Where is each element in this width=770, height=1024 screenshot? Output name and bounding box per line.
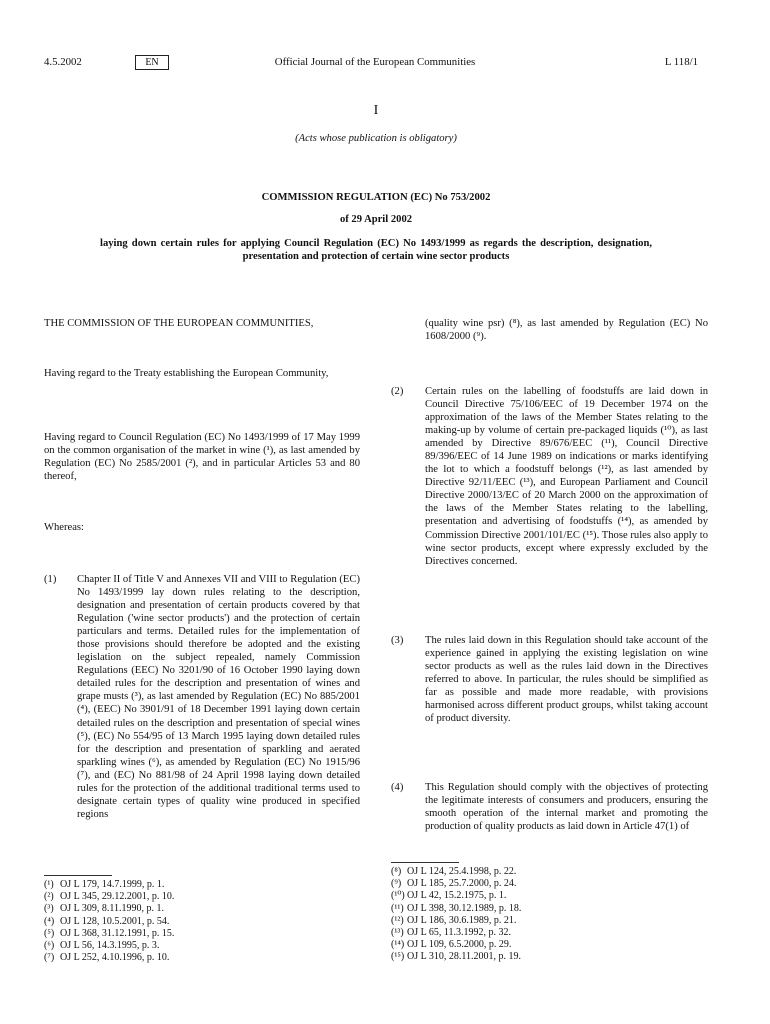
footnote-number: (¹⁴) (391, 939, 405, 951)
footnote-item (44, 928, 174, 940)
recital-1-continuation: (quality wine psr) (⁸), as last amended by Regulation (EC) No 1608/2000 (⁹). (425, 318, 708, 343)
recital-3-number: (3) (391, 635, 404, 646)
footnote-text: OJ L 398, 30.12.1989, p. 18. (407, 902, 522, 914)
recital-3-text: The rules laid down in this Regulation should take account of the experience gained in applying the existing legislation on wine sector products as well as the rules laid down in the Directives referred to above. In particular, the rules should be simplified as far as possible and made more readable, with provisions harmonised across different product groups, whilst taking account of product diversity. (425, 635, 708, 725)
footnote-item (44, 903, 174, 915)
footnote-number: (¹⁵) (391, 951, 405, 963)
journal-title: Official Journal of the European Communities (274, 56, 476, 68)
treaty-citation: Having regard to the Treaty establishing the European Community, (44, 368, 329, 379)
recital-1-text: Chapter II of Title V and Annexes VII and VIII to Regulation (EC) No 1493/1999 lay down rules relating to the description, designation and presentation of certain products covered by that Regulation ('wine sector products') and the protection of certain particulars and terms. Detailed rules for the implementation of those provisions should therefore be adopted and the existing legislation on the subject repealed, namely Commission Regulations (EEC) No 3201/90 of 16 October 1990 laying down detailed rules for the description and presentation of wines and grape musts (³), as last amended by Regulation (EC) No 885/2001 (⁴), (EEC) No 3901/91 of 18 December 1991 laying down certain detailed rules on the description and presentation of special wines (⁵), (EC) No 554/95 of 13 March 1995 laying down detailed rules for the description and presentation of sparkling and aerated sparkling wines (⁶), as amended by Regulation (EC) No 1915/96 (⁷), and (EC) No 881/98 of 24 April 1998 laying down detailed rules for the protection of the additional traditional terms used to designate certain types of quality wine produced in specified regions (77, 574, 360, 820)
footnote-text: OJ L 252, 4.10.1996, p. 10. (60, 952, 170, 964)
footnote-text: OJ L 185, 25.7.2000, p. 24. (407, 878, 517, 890)
council-regulation-citation: Having regard to Council Regulation (EC) No 1493/1999 of 17 May 1999 on the common organisation of the market in wine (¹), as last amended by Regulation (EC) No 2585/2001 (²), and in particular Articles 53 and 80 thereof, (44, 432, 360, 483)
footnote-text: OJ L 368, 31.12.1991, p. 15. (60, 927, 175, 939)
recital-2-number: (2) (391, 386, 404, 397)
footnote-number: (²) (44, 891, 54, 903)
footnote-number: (⁵) (44, 927, 55, 939)
commission-statement: THE COMMISSION OF THE EUROPEAN COMMUNITIES, (44, 318, 314, 329)
footnote-item (391, 903, 521, 915)
footnote-text: OJ L 109, 6.5.2000, p. 29. (407, 939, 512, 951)
footnote-item (44, 940, 174, 952)
footnote-number: (¹²) (391, 914, 404, 926)
footnote-number: (¹¹) (391, 902, 404, 914)
regulation-date: of 29 April 2002 (339, 214, 413, 225)
footnote-item (391, 890, 521, 902)
footnote-item (391, 951, 521, 963)
recital-2-text: Certain rules on the labelling of foodstuffs are laid down in Council Directive 75/106/EEC of 19 December 1974 on the approximation of the laws of the Member States relating to the making-up by volume of certain pre-packaged liquids (¹⁰), as last amended by Directive 89/676/EEC (¹¹), Council Directive 89/396/EEC of 14 June 1989 on indications or marks identifying the lot to which a foodstuff belongs (¹²), as last amended by Directive 92/11/EEC (¹³), and European Parliament and Council Directive 2000/13/EC of 20 March 2000 on the approximation of the laws of the Member States relating to the labelling, presentation and advertising of foodstuffs (¹⁴), as amended by Commission Directive 2001/101/EC (¹⁵). Those rules also apply to wine sector products, except where expressly excluded by the Directives concerned. (425, 386, 708, 567)
footnote-text: OJ L 65, 11.3.1992, p. 32. (407, 927, 511, 939)
footnote-number: (⁶) (44, 940, 55, 952)
footnote-item (44, 952, 174, 964)
footnote-text: OJ L 128, 10.5.2001, p. 54. (60, 915, 170, 927)
header-date: 4.5.2002 (44, 56, 82, 68)
recital-4-number: (4) (391, 782, 404, 793)
footnote-number: (⁴) (44, 915, 55, 927)
footnote-item (44, 916, 174, 928)
footnote-text: OJ L 310, 28.11.2001, p. 19. (407, 951, 521, 963)
footnote-text: OJ L 124, 25.4.1998, p. 22. (407, 866, 517, 877)
footnote-number: (⁸) (391, 866, 402, 877)
footnote-text: OJ L 179, 14.7.1999, p. 1. (60, 879, 165, 890)
footnote-item (391, 878, 521, 890)
regulation-title: COMMISSION REGULATION (EC) No 753/2002 (261, 192, 491, 203)
footnote-text: OJ L 42, 15.2.1975, p. 1. (407, 890, 507, 902)
footnote-item (391, 866, 521, 878)
footnote-text: OJ L 345, 29.12.2001, p. 10. (60, 891, 175, 903)
footnote-text: OJ L 186, 30.6.1989, p. 21. (407, 914, 517, 926)
footnote-text: OJ L 56, 14.3.1995, p. 3. (60, 940, 160, 952)
footnote-rule-right (391, 862, 459, 863)
part-number: I (373, 103, 379, 118)
whereas-label: Whereas: (44, 522, 84, 533)
recital-1-number: (1) (44, 574, 57, 585)
footnote-rule-left (44, 875, 112, 876)
part-note: (Acts whose publication is obligatory) (295, 133, 457, 144)
page-reference: L 118/1 (664, 56, 698, 68)
footnote-number: (¹³) (391, 927, 404, 939)
footnote-number: (¹) (44, 879, 54, 890)
footnote-number: (⁹) (391, 878, 402, 890)
footnote-number: (³) (44, 903, 54, 915)
regulation-subject: laying down certain rules for applying Council Regulation (EC) No 1493/1999 as regards the description, designation, presentation and protection of certain wine sector products (100, 238, 652, 263)
language-badge: EN (135, 55, 169, 70)
footnote-item (391, 939, 521, 951)
footnotes-left (44, 879, 174, 964)
footnote-item (391, 915, 521, 927)
footnote-item (44, 879, 174, 891)
recital-4-text: This Regulation should comply with the objectives of protecting the legitimate interests of consumers and producers, ensuring the smooth operation of the internal market and promoting the production of quality products as laid down in Article 47(1) of (425, 782, 708, 833)
footnote-item (44, 891, 174, 903)
footnote-item (391, 927, 521, 939)
footnote-number: (¹⁰) (391, 890, 405, 902)
footnote-text: OJ L 309, 8.11.1990, p. 1. (60, 903, 164, 915)
footnote-number: (⁷) (44, 952, 55, 964)
footnotes-right (391, 866, 521, 964)
